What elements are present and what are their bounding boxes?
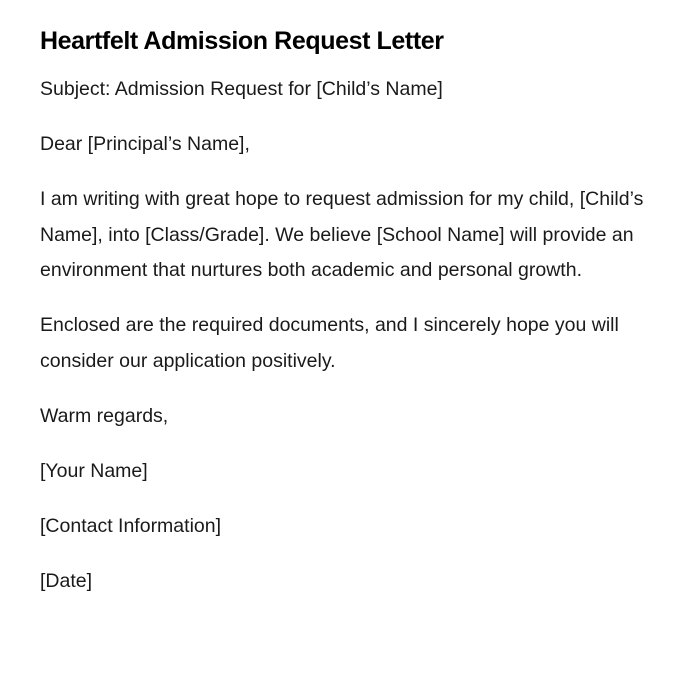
contact-information: [Contact Information] [40, 514, 222, 537]
subject-line: Subject: Admission Request for [Child’s Name] [40, 78, 443, 100]
letter-document [40, 24, 650, 619]
signature-name: [Your Name] [40, 459, 148, 482]
salutation: Dear [Principal’s Name], [40, 133, 250, 155]
body-paragraph-request: I am writing with great hope to request admission for my child, [Child’s Name], into [Class/Grade]. We believe [School Name] will provide an environment that nurtures both academic and personal growth. [40, 188, 644, 281]
letter-title: Heartfelt Admission Request Letter [40, 27, 444, 55]
closing: Warm regards, [40, 404, 169, 427]
letter-date: [Date] [40, 569, 93, 592]
body-paragraph-enclosed: Enclosed are the required documents, and I sincerely hope you will consider our application positively. [40, 314, 619, 372]
